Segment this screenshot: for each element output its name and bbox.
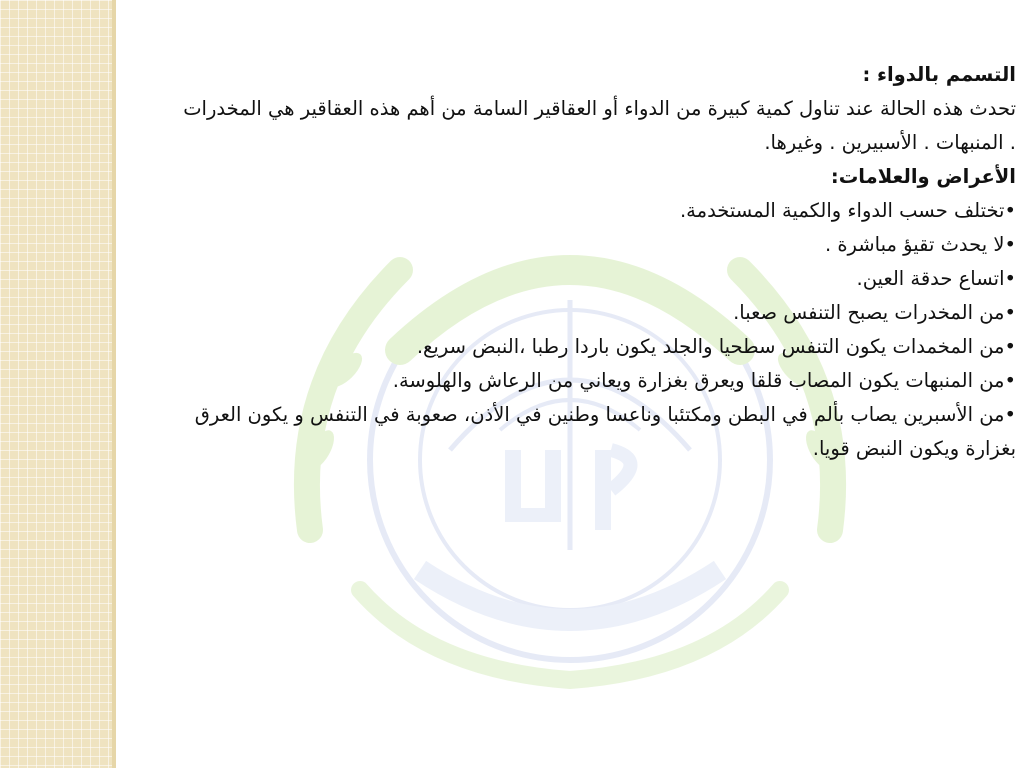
bullet-item: •من المخمدات يكون التنفس سطحيا والجلد يكون باردا رطبا ،النبض سريع. xyxy=(416,335,1016,358)
bullet-item: •من الأسبرين يصاب بألم في البطن ومكتئبا وناعسا وطنين في الأذن، صعوبة في التنفس و يكون العرق بغزارة ويكون النبض قويا. xyxy=(194,403,1016,460)
heading-symptoms: الأعراض والعلامات: xyxy=(830,165,1016,188)
bullet-item: •لا يحدث تقيؤ مباشرة . xyxy=(824,233,1016,256)
heading-poisoning: التسمم بالدواء : xyxy=(862,63,1016,86)
side-divider xyxy=(112,0,116,768)
paragraph-intro: تحدث هذه الحالة عند تناول كمية كبيرة من الدواء أو العقاقير السامة من أهم هذه العقاقير هي المخدرات . المنبهات . الأسبيرين . وغيرها. xyxy=(183,97,1016,154)
side-grid-panel xyxy=(0,0,112,768)
bullet-item: •من المخدرات يصبح التنفس صعبا. xyxy=(733,301,1016,324)
bullet-item: •من المنبهات يكون المصاب قلقا ويعرق بغزارة ويعاني من الرعاش والهلوسة. xyxy=(392,369,1016,392)
slide-content xyxy=(180,58,1016,466)
bullet-item: •تختلف حسب الدواء والكمية المستخدمة. xyxy=(679,199,1016,222)
bullet-item: •اتساع حدقة العين. xyxy=(856,267,1016,290)
